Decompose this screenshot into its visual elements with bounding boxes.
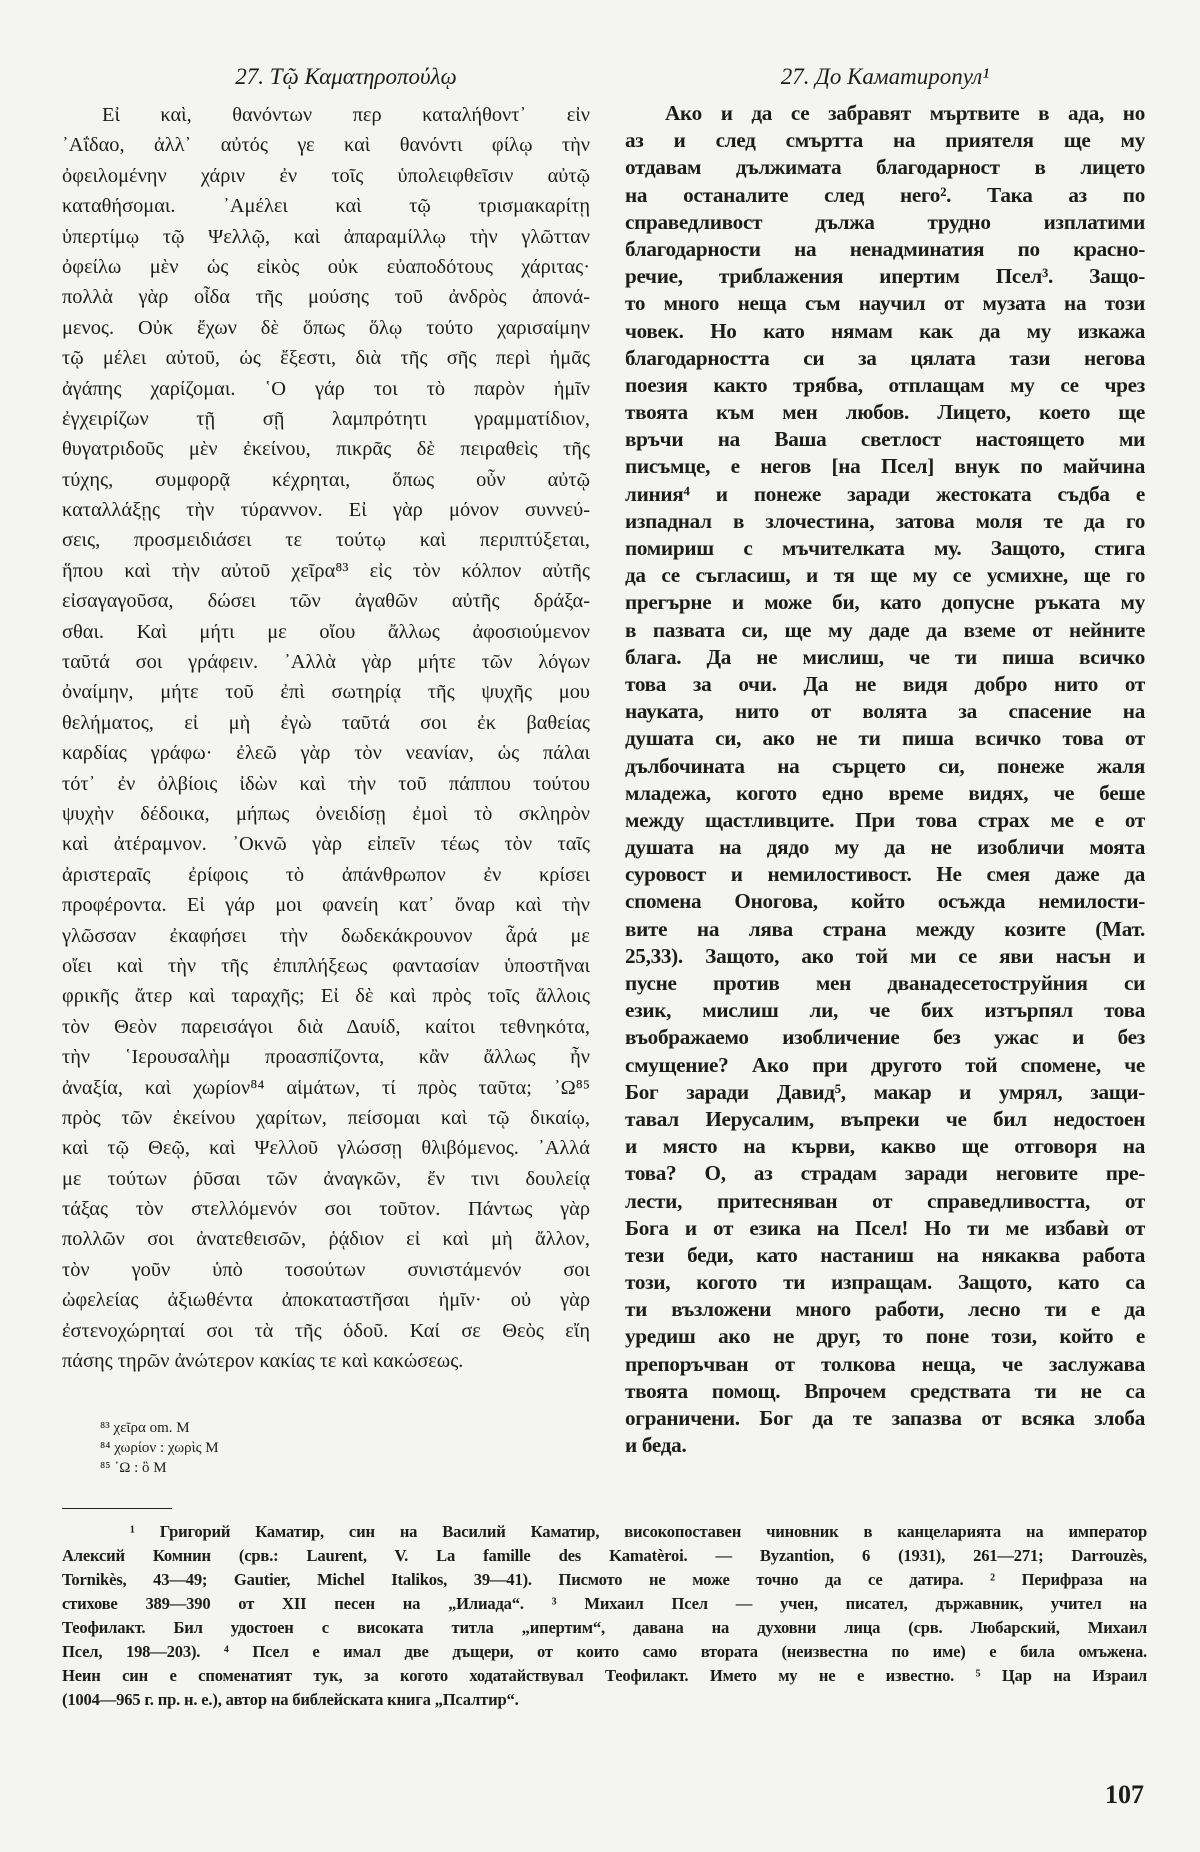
text-line: μενος. Οὐκ ἔχων δὲ ὅπως ὅλῳ τούτο χαρισαίμην xyxy=(62,316,590,339)
text-line: Бога и от езика на Псел! Но ти ме избавѝ от xyxy=(625,1215,1145,1240)
text-line: ἀναξία, καὶ χωρίον⁸⁴ αἱμάτων, τί πρὸς ταῦτα; ᾽Ω⁸⁵ xyxy=(62,1076,590,1099)
text-line: ἐστενοχώρηταί σοι τὰ τῆς ὁδοῦ. Καί σε Θεὸς εἴη xyxy=(62,1319,590,1342)
apparatus-note: ⁸³ χεῖρα om. M xyxy=(100,1420,190,1436)
text-line: този, когото ти изпращам. Защото, като са xyxy=(625,1270,1145,1295)
text-line: то много неща съм научил от музата на този xyxy=(625,291,1145,316)
page-number: 107 xyxy=(1105,1780,1144,1809)
text-line: това? О, аз страдам заради неговите пре- xyxy=(625,1161,1145,1186)
text-line: младежа, когото едно време видях, че беше xyxy=(625,780,1145,805)
text-line: ἀριστεραῖς ἐρίφοις τὸ ἀπάνθρωπον ἐν κρίσει xyxy=(62,863,590,886)
text-line: тавал Иерусалим, въпреки че бил недостоен xyxy=(625,1106,1145,1131)
bulgarian-text xyxy=(625,100,1145,1459)
text-line: ἥπου καὶ τὴν αὐτοῦ χεῖρα⁸³ εἰς τὸν κόλπον αὐτῆς xyxy=(62,559,590,582)
text-line: ὠφελείας ἀξιωθέντα ἀποκαταστῆσαι ἡμῖν· οὐ γὰρ xyxy=(62,1289,590,1312)
text-line: ψυχὴν δέδοικα, μήπως ὀνειδίσῃ ἐμοὶ τὸ σκληρὸν xyxy=(62,802,590,825)
text-line: προφέροντα. Εἰ γάρ μοι φανείη κατ᾽ ὄναρ καὶ τὴν xyxy=(62,894,590,917)
text-line: γλῶσσαν ἐκαφήσει τὴν δωδεκάκρουνον ἆρά με xyxy=(62,924,590,947)
text-line: изпаднал в злочестина, затова моля те да го xyxy=(625,508,1145,533)
text-line: τύχης, συμφορᾷ κέχρηται, ὅπως οὖν αὐτῷ xyxy=(62,468,590,491)
text-line: ὀφείλω μὲν ὡς εἰκὸς οὐκ εὐαποδότους χάριτας· xyxy=(62,255,590,278)
footnote-line: ¹ Григорий Каматир, син на Василий Каматир, високопоставен чиновник в канцеларията на император xyxy=(130,1522,1147,1541)
footnote-line: Теофилакт. Бил удостоен с високата титла „ипертим“, давана на духовни лица (срв. Любарский, Михаил xyxy=(62,1618,1147,1637)
footnote-line: Неин син е споменатият тук, за когото ходатайствувал Теофилакт. Името му не е известно. ⁵ Цар на Израил xyxy=(62,1666,1147,1685)
text-line: θελήματος, εἰ μὴ ἐγὼ ταῦτά σοι ἐκ βαθείας xyxy=(62,711,590,734)
text-line: твоята помощ. Впрочем средствата ти не са xyxy=(625,1378,1145,1403)
text-line: въображаемо изобличение без ужас и без xyxy=(625,1025,1145,1050)
text-line: благодарността си за цялата тази негова xyxy=(625,345,1145,370)
text-line: τὸν Θεὸν παρεισάγοι διὰ Δαυίδ, καίτοι τεθνηκότα, xyxy=(62,1015,590,1038)
text-line: аз и след смъртта на приятеля ще му xyxy=(625,128,1145,153)
text-line: науката, нито от волята за спасение на xyxy=(625,699,1145,724)
text-line: речие, триблажения ипертим Псел³. Защо- xyxy=(625,264,1145,289)
text-line: ὀφειλομένην χάριν ἐν τοῖς ὑπολειφθεῖσιν αὐτῷ xyxy=(62,164,590,187)
text-line: суровост и немилостивост. Не смея даже да xyxy=(625,862,1145,887)
apparatus-note: ⁸⁴ χωρίον : χωρὶς M xyxy=(100,1440,219,1456)
text-line: πολλὰ γὰρ οἶδα τῆς μούσης τοῦ ἀνδρὸς ἀπονά- xyxy=(62,286,590,309)
text-line: вите на лява страна между козите (Мат. xyxy=(625,916,1145,941)
footnote-separator xyxy=(62,1508,172,1509)
text-line: писъмце, е негов [на Псел] внук по майчина xyxy=(625,454,1145,479)
text-line: линия⁴ и понеже заради жестоката съдба е xyxy=(625,481,1145,506)
text-line: човек. Но като нямам как да му изкажа xyxy=(625,318,1145,343)
text-line: καταθήσομαι. ᾽Αμέλει καὶ τῷ τρισμακαρίτῃ xyxy=(62,195,590,218)
text-line: препоръчван от толкова неща, че заслужава xyxy=(625,1351,1145,1376)
greek-text xyxy=(62,100,590,1376)
text-line: прегърне и може би, като допусне ръката му xyxy=(625,590,1145,615)
text-line: τὸν γοῦν ὑπὸ τοσούτων συνιστάμενόν σοι xyxy=(62,1258,590,1281)
footnotes xyxy=(62,1520,1147,1712)
text-line: отдавам дължимата благодарност в лицето xyxy=(625,155,1145,180)
text-line: ограничени. Бог да те запазва от всяка злоба xyxy=(625,1406,1145,1430)
text-line: ἀγάπης χαρίζομαι. ῾Ο γάρ τοι τὸ παρὸν ἡμῖν xyxy=(62,377,590,400)
apparatus-note: ⁸⁵ ᾽Ω : ὃ M xyxy=(100,1460,167,1476)
text-line: душата си, ако не ти пиша всичко това от xyxy=(625,726,1145,751)
text-line: на останалите след него². Така аз по xyxy=(625,182,1145,207)
text-line: σθαι. Καὶ μήτι με οἴου ἄλλως ἀφοσιούμενον xyxy=(62,620,590,643)
text-line: τότ᾽ ἐν ὀλβίοις ἰδὼν καὶ τὴν τοῦ πάππου τούτου xyxy=(62,772,590,795)
text-line: ᾽Αΐδαο, ἀλλ᾽ αὐτός γε καὶ θανόντι φίλῳ τὴν xyxy=(62,134,590,157)
text-line: тези беди, като настаниш на някаква работа xyxy=(625,1242,1145,1267)
text-line: спомена Оногова, който осъжда немилости- xyxy=(625,889,1145,914)
bulgarian-letter-title: 27. До Каматиропул¹ xyxy=(780,64,990,89)
text-line: 25,33). Защото, ако той ми се яви насън и xyxy=(625,943,1145,968)
text-line: това за очи. Да не видя добро нито от xyxy=(625,671,1145,696)
text-line: помириш с мъчителката му. Защото, стига xyxy=(625,536,1145,560)
text-line: език, мислиш ли, че бих изтърпял това xyxy=(625,998,1145,1023)
text-line: οἴει καὶ τὴν τῆς ἐπιπλήξεως φαντασίαν ὑποστῆναι xyxy=(62,954,590,977)
text-line: благодарности на ненадминатия по красно- xyxy=(625,236,1145,261)
text-line: φρικῆς ἄτερ καὶ ταραχῆς; Εἰ δὲ καὶ πρὸς τοῖς ἄλλοις xyxy=(62,985,590,1008)
text-line: Εἰ καὶ, θανόντων περ καταλήθοντ᾽ εἰν xyxy=(102,104,590,126)
text-line: справедливост дължа трудно изплатими xyxy=(625,209,1145,234)
text-line: καρδίας γράφω· ἐλεῶ γὰρ τὸν νεανίαν, ὡς πάλαι xyxy=(62,742,590,765)
text-line: πολλῶν σοι ἀνατεθεισῶν, ῥᾴδιον εἰ καὶ μὴ ἄλλον, xyxy=(62,1228,590,1251)
text-line: ταῦτά σοι γράφειν. ᾽Αλλὰ γὰρ μήτε τῶν λόγων xyxy=(62,651,590,674)
footnote-line: стихове 389—390 от XII песен на „Илиада“. ³ Михаил Псел — учен, писател, държавник, учител на xyxy=(62,1594,1147,1613)
greek-letter-title: 27. Τῷ Καματηροπούλῳ xyxy=(235,64,457,89)
text-line: смущение? Ако при другото той спомене, че xyxy=(625,1052,1145,1077)
greek-column xyxy=(62,62,590,1376)
text-line: Ако и да се забравят мъртвите в ада, но xyxy=(665,101,1145,125)
text-line: καὶ τῷ Θεῷ, καὶ Ψελλοῦ γλώσσῃ θλιβόμενος. ᾽Αλλά xyxy=(62,1137,590,1160)
text-line: Бог заради Давид⁵, макар и умрял, защи- xyxy=(625,1079,1145,1104)
text-line: θυγατριδοῦς μὲν ἐκείνου, πικρᾶς δὲ πειραθεὶς τῆς xyxy=(62,438,590,461)
text-line: в пазвата си, ще му даде да вземе от нейните xyxy=(625,617,1145,642)
text-line: σεις, προσμειδιάσει τε τούτῳ καὶ περιπτύξεται, xyxy=(62,529,590,552)
text-line: πρὸς τῶν ἐκείνου χαρίτων, πείσομαι καὶ τῷ δικαίῳ, xyxy=(62,1106,590,1129)
footnote-line: Псел, 198—203). ⁴ Псел е имал две дъщери, от които само втората (неизвестна по име) е била омъжена. xyxy=(62,1642,1147,1661)
text-line: ὑπερτίμῳ τῷ Ψελλῷ, καὶ ἀπαραμίλλῳ τὴν γλῶτταν xyxy=(62,225,590,248)
text-line: душата на дядо му да не изобличи моята xyxy=(625,835,1145,860)
text-line: ти възложени много работи, лесно ти е да xyxy=(625,1297,1145,1322)
text-line: дълбочината на сърцето си, понеже жаля xyxy=(625,753,1145,778)
text-line: блага. Да не мислиш, че ти пиша всичко xyxy=(625,644,1145,669)
text-line: и беда. xyxy=(625,1433,687,1458)
text-line: καὶ ἀτέραμνον. ᾽Οκνῶ γὰρ εἰπεῖν τέως τὸν ταῖς xyxy=(62,833,590,856)
text-line: πάσης τηρῶν ἀνώτερον κακίας τε καὶ κακώσεως. xyxy=(62,1350,464,1373)
text-line: ἐγχειρίζων τῇ σῇ λαμπρότητι γραμματίδιον, xyxy=(62,407,590,430)
text-line: ὀναίμην, μήτε τοῦ ἐπὶ σωτηρίᾳ τῆς ψυχῆς μου xyxy=(62,681,590,704)
critical-apparatus xyxy=(100,1418,219,1478)
text-line: да се съгласиш, и тя ще му се усмихне, ще го xyxy=(625,563,1145,588)
text-line: лести, притесняван от справедливостта, от xyxy=(625,1188,1145,1213)
text-line: поезия както трябва, отплащам му се чрез xyxy=(625,372,1145,397)
text-line: εἰσαγαγοῦσα, δώσει τῶν ἀγαθῶν αὐτῆς δράξα- xyxy=(62,590,590,613)
text-line: τὴν ῾Ιερουσαλὴμ προασπίζοντα, κἂν ἄλλως ἦν xyxy=(62,1046,590,1069)
text-line: твоята към мен любов. Лицето, което ще xyxy=(625,400,1145,425)
text-line: между щастливците. При това страх ме е от xyxy=(625,807,1145,832)
bulgarian-column xyxy=(625,62,1145,1459)
footnote-line: (1004—965 г. пр. н. е.), автор на библейската книга „Псалтир“. xyxy=(62,1690,519,1709)
text-line: уредиш ако не друг, то поне този, който е xyxy=(625,1324,1145,1349)
footnote-line: Алексий Комнин (срв.: Laurent, V. La famille des Kamatèroi. — Byzantion, 6 (1931), 261—271; Darrouzès, xyxy=(62,1546,1147,1565)
text-line: пусне против мен дванадесетоструйния си xyxy=(625,971,1145,995)
text-line: и място на кърви, какво ще отговоря на xyxy=(625,1134,1145,1159)
footnote-line: Tornikès, 43—49; Gautier, Michel Italikos, 39—41). Писмото не може точно да се датира. ² Перифраза на xyxy=(62,1570,1147,1589)
text-line: τάξας τὸν στελλόμενόν σοι τοῦτον. Πάντως γὰρ xyxy=(62,1198,590,1221)
text-line: връчи на Ваша светлост настоящето ми xyxy=(625,427,1145,452)
text-line: τῷ μέλει αὐτοῦ, ὡς ἔξεστι, διὰ τῆς σῆς περὶ ἡμᾶς xyxy=(62,347,590,370)
text-line: καταλλάξῃς τὴν τύραννον. Εἰ γὰρ μόνον συννεύ- xyxy=(62,499,590,522)
text-line: με τούτων ῥῦσαι τῶν ἀναγκῶν, ἔν τινι δουλείᾳ xyxy=(62,1167,590,1190)
